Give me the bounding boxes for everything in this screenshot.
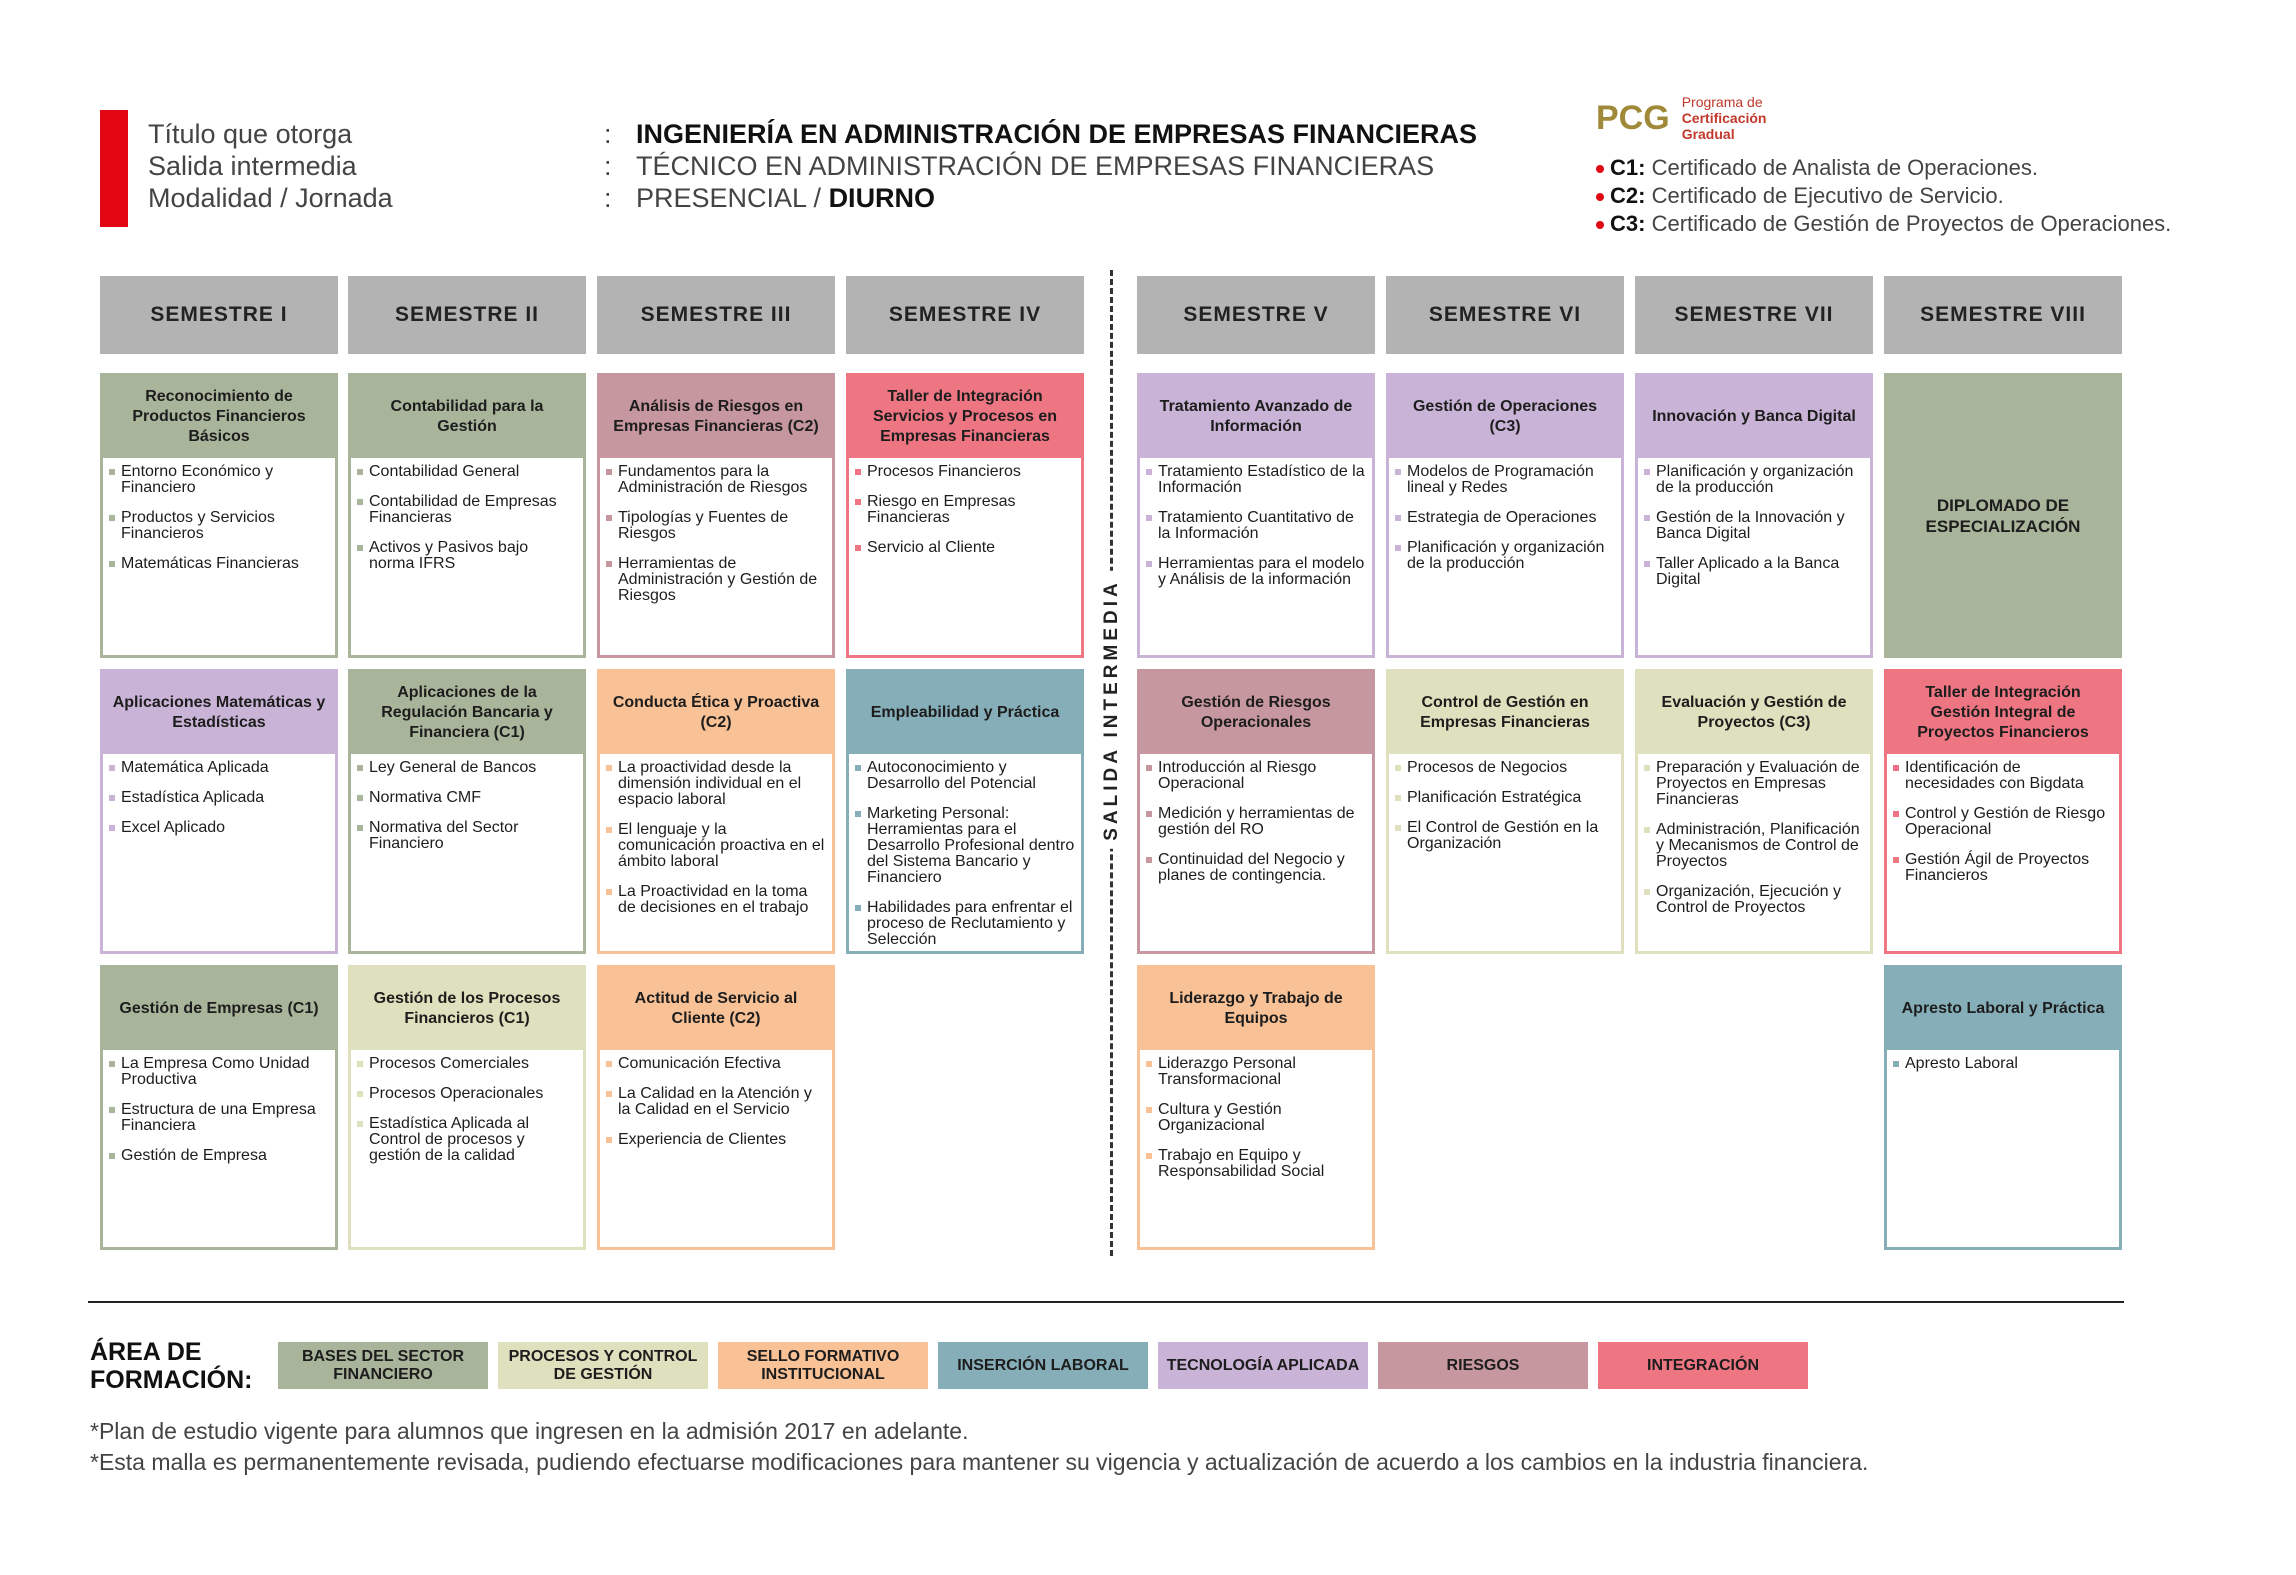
bullet-icon — [109, 765, 115, 771]
bullet-icon — [1146, 469, 1152, 475]
course-topic — [855, 494, 1075, 526]
bullet-icon — [1893, 811, 1899, 817]
bullet-icon — [1395, 795, 1401, 801]
course-topic-text: Procesos Comerciales — [369, 1055, 530, 1072]
course-card — [100, 965, 338, 1250]
course-card — [597, 669, 835, 954]
bullet-icon — [109, 469, 115, 475]
course-topic-text: Ley General de Bancos — [369, 759, 537, 776]
course-topic-text: Identificación de necesidades con Bigdata — [1905, 759, 2084, 792]
course-topic-text: Apresto Laboral — [1905, 1055, 2018, 1072]
course-topic — [606, 884, 826, 916]
course-topic — [109, 464, 329, 496]
course-topic-list — [1389, 458, 1621, 592]
course-topic — [855, 540, 1075, 556]
bullet-icon — [606, 561, 612, 567]
bullet-icon — [606, 1061, 612, 1067]
course-topic-text: Cultura y Gestión Organizacional — [1158, 1101, 1282, 1134]
course-topic-list — [1389, 754, 1621, 872]
header-accent-bar — [100, 110, 128, 227]
course-card — [1386, 669, 1624, 954]
course-topic — [1395, 464, 1615, 496]
bullet-icon — [1395, 469, 1401, 475]
legend-item-bases: BASES DEL SECTOR FINANCIERO — [278, 1342, 488, 1389]
course-topic-text: Estructura de una Empresa Financiera — [121, 1101, 316, 1134]
course-topic-text: Habilidades para enfrentar el proceso de Reclutamiento y Selección — [867, 899, 1073, 948]
course-topic — [1146, 1148, 1366, 1180]
bullet-icon — [1146, 1153, 1152, 1159]
course-topic — [109, 510, 329, 542]
course-title: Empleabilidad y Práctica — [849, 672, 1081, 754]
bullet-icon — [357, 765, 363, 771]
course-title: Gestión de Empresas (C1) — [103, 968, 335, 1050]
course-topic — [357, 494, 577, 526]
course-topic-text: Procesos Operacionales — [369, 1085, 544, 1102]
bullet-icon — [1644, 469, 1650, 475]
bullet-icon — [1596, 221, 1604, 229]
legend-item-riesgos: RIESGOS — [1378, 1342, 1588, 1389]
course-topic-list — [600, 754, 832, 936]
semester-header-7: SEMESTRE VII — [1635, 276, 1873, 354]
course-topic-list — [1638, 754, 1870, 936]
bullet-icon — [1146, 811, 1152, 817]
course-title: Innovación y Banca Digital — [1638, 376, 1870, 458]
cert-code: C3: — [1610, 211, 1646, 236]
course-topic-text: Procesos de Negocios — [1407, 759, 1568, 776]
course-topic-list — [351, 458, 583, 592]
course-topic — [855, 900, 1075, 948]
bullet-icon — [606, 827, 612, 833]
bullet-icon — [1596, 165, 1604, 173]
course-topic-list — [1887, 1050, 2119, 1092]
course-topic — [109, 556, 329, 572]
cert-code: C2: — [1610, 183, 1646, 208]
course-topic — [606, 556, 826, 604]
course-topic-text: Gestión de Empresa — [121, 1147, 267, 1164]
course-topic-text: La Empresa Como Unidad Productiva — [121, 1055, 310, 1088]
section-divider — [88, 1301, 2124, 1303]
value-titulo: INGENIERÍA EN ADMINISTRACIÓN DE EMPRESAS FINANCIERAS — [636, 119, 1478, 149]
bullet-icon — [1395, 545, 1401, 551]
course-title: Control de Gestión en Empresas Financieras — [1389, 672, 1621, 754]
semester-header-1: SEMESTRE I — [100, 276, 338, 354]
footnote-2: *Esta malla es permanentemente revisada, pudiendo efectuarse modificaciones para mantener su vigencia y actualización de acuerdo a los cambios en la industria financiera. — [90, 1449, 1869, 1475]
course-topic-list — [600, 1050, 832, 1168]
course-topic — [606, 510, 826, 542]
course-topic — [1893, 852, 2113, 884]
course-card — [1137, 669, 1375, 954]
course-topic — [1146, 1056, 1366, 1088]
bullet-icon — [855, 905, 861, 911]
course-title: Conducta Ética y Proactiva (C2) — [600, 672, 832, 754]
course-topic — [1644, 556, 1864, 588]
course-topic-text: Contabilidad General — [369, 463, 520, 480]
pcg-text — [1682, 94, 1767, 142]
pcg-brand — [1596, 94, 1767, 142]
course-topic-text: La Proactividad en la toma de decisiones en el trabajo — [618, 883, 809, 916]
course-card — [597, 373, 835, 658]
course-topic-text: Gestión de la Innovación y Banca Digital — [1656, 509, 1845, 542]
course-topic-text: Liderazgo Personal Transformacional — [1158, 1055, 1296, 1088]
certificate-c3 — [1596, 210, 2171, 238]
course-topic-text: La proactividad desde la dimensión individual en el espacio laboral — [618, 759, 802, 808]
course-topic-text: El lenguaje y la comunicación proactiva en el ámbito laboral — [618, 821, 825, 870]
course-card — [348, 669, 586, 954]
course-topic — [1146, 760, 1366, 792]
course-topic — [1146, 510, 1366, 542]
bullet-icon — [606, 515, 612, 521]
course-title: Evaluación y Gestión de Proyectos (C3) — [1638, 672, 1870, 754]
course-card — [846, 373, 1084, 658]
course-topic — [1395, 760, 1615, 776]
course-topic — [357, 790, 577, 806]
course-topic — [606, 464, 826, 496]
course-topic — [357, 760, 577, 776]
bullet-icon — [1893, 857, 1899, 863]
course-card — [1137, 965, 1375, 1250]
bullet-icon — [1596, 193, 1604, 201]
course-topic-text: Entorno Económico y Financiero — [121, 463, 274, 496]
course-topic — [1395, 510, 1615, 526]
course-title: Gestión de los Procesos Financieros (C1) — [351, 968, 583, 1050]
bullet-icon — [109, 561, 115, 567]
bullet-icon — [1146, 1061, 1152, 1067]
bullet-icon — [357, 469, 363, 475]
course-topic-list — [351, 1050, 583, 1184]
value-modalidad — [636, 182, 1477, 214]
course-topic-text: Comunicación Efectiva — [618, 1055, 781, 1072]
course-topic-text: Planificación y organización de la producción — [1656, 463, 1854, 496]
bullet-icon — [357, 545, 363, 551]
bullet-icon — [855, 811, 861, 817]
course-card — [1635, 373, 1873, 658]
pcg-line-3: Gradual — [1681, 126, 1735, 142]
bullet-icon — [606, 1137, 612, 1143]
course-topic-text: Taller Aplicado a la Banca Digital — [1656, 555, 1840, 588]
course-topic-text: Riesgo en Empresas Financieras — [867, 493, 1016, 526]
course-topic — [1644, 510, 1864, 542]
course-topic-text: Estrategia de Operaciones — [1407, 509, 1597, 526]
bullet-icon — [109, 515, 115, 521]
course-topic-list — [351, 754, 583, 872]
course-topic — [855, 760, 1075, 792]
course-topic-text: Experiencia de Clientes — [618, 1131, 787, 1148]
bullet-icon — [109, 795, 115, 801]
course-topic-text: Servicio al Cliente — [867, 539, 996, 556]
course-card — [348, 373, 586, 658]
course-topic — [606, 1086, 826, 1118]
course-topic-text: Marketing Personal: Herramientas para el Desarrollo Profesional dentro del Sistema Bancario y Financiero — [867, 805, 1075, 886]
bullet-icon — [855, 499, 861, 505]
pcg-logo: PCG — [1596, 98, 1670, 137]
course-topic-text: Tipologías y Fuentes de Riesgos — [618, 509, 789, 542]
course-title: Taller de Integración Servicios y Procesos en Empresas Financieras — [849, 376, 1081, 458]
header-labels — [148, 118, 393, 214]
bullet-icon — [357, 795, 363, 801]
course-topic-text: Tratamiento Estadístico de la Información — [1158, 463, 1365, 496]
certificate-c2 — [1596, 182, 2171, 210]
diplomado-block: DIPLOMADO DE ESPECIALIZACIÓN — [1884, 373, 2122, 658]
bullet-icon — [109, 1153, 115, 1159]
course-topic-text: Autoconocimiento y Desarrollo del Potencial — [867, 759, 1036, 792]
course-topic-text: Gestión Ágil de Proyectos Financieros — [1905, 851, 2090, 884]
course-topic — [109, 1056, 329, 1088]
label-salida: Salida intermedia — [148, 151, 357, 181]
course-topic-list — [1887, 754, 2119, 904]
bullet-icon — [109, 1107, 115, 1113]
course-topic-list — [103, 754, 335, 856]
legend-item-tecnologia: TECNOLOGÍA APLICADA — [1158, 1342, 1368, 1389]
course-topic — [109, 1148, 329, 1164]
course-card — [597, 965, 835, 1250]
course-topic-text: La Calidad en la Atención y la Calidad en el Servicio — [618, 1085, 812, 1118]
bullet-icon — [357, 499, 363, 505]
pcg-line-1: Programa de — [1681, 94, 1763, 110]
bullet-icon — [1146, 561, 1152, 567]
legend-title — [90, 1338, 252, 1394]
course-topic — [1893, 760, 2113, 792]
course-topic-text: Normativa del Sector Financiero — [369, 819, 519, 852]
cert-code: C1: — [1610, 155, 1646, 180]
bullet-icon — [1395, 515, 1401, 521]
bullet-icon — [1146, 857, 1152, 863]
course-topic-list — [103, 458, 335, 592]
course-topic-text: Organización, Ejecución y Control de Proyectos — [1656, 883, 1841, 916]
course-topic-list — [849, 458, 1081, 576]
course-card — [1884, 669, 2122, 954]
course-topic — [1395, 820, 1615, 852]
course-topic-text: Activos y Pasivos bajo norma IFRS — [369, 539, 529, 572]
course-topic — [1893, 806, 2113, 838]
course-topic-text: Procesos Financieros — [867, 463, 1021, 480]
course-title: Liderazgo y Trabajo de Equipos — [1140, 968, 1372, 1050]
legend-title-line-1: ÁREA DE — [90, 1338, 202, 1366]
legend-item-sello: SELLO FORMATIVO INSTITUCIONAL — [718, 1342, 928, 1389]
cert-text: Certificado de Analista de Operaciones. — [1645, 155, 2039, 180]
semester-header-5: SEMESTRE V — [1137, 276, 1375, 354]
course-topic — [109, 1102, 329, 1134]
course-title: Contabilidad para la Gestión — [351, 376, 583, 458]
course-card — [1137, 373, 1375, 658]
bullet-icon — [357, 1091, 363, 1097]
semester-header-3: SEMESTRE III — [597, 276, 835, 354]
bullet-icon — [1644, 765, 1650, 771]
course-topic — [357, 820, 577, 852]
label-modalidad: Modalidad / Jornada — [148, 183, 393, 213]
course-topic-text: Control y Gestión de Riesgo Operacional — [1905, 805, 2106, 838]
semester-header-2: SEMESTRE II — [348, 276, 586, 354]
cert-text: Certificado de Gestión de Proyectos de Operaciones. — [1645, 211, 2172, 236]
modalidad-diurno: DIURNO — [828, 183, 936, 213]
bullet-icon — [855, 545, 861, 551]
footnote-1: *Plan de estudio vigente para alumnos que ingresen en la admisión 2017 en adelante. — [90, 1418, 969, 1444]
bullet-icon — [1893, 1061, 1899, 1067]
course-topic — [855, 464, 1075, 480]
course-topic — [357, 1116, 577, 1164]
header-colons — [604, 118, 612, 214]
course-topic — [357, 1086, 577, 1102]
course-topic — [357, 1056, 577, 1072]
course-topic — [1644, 760, 1864, 808]
course-title: Apresto Laboral y Práctica — [1887, 968, 2119, 1050]
value-salida: TÉCNICO EN ADMINISTRACIÓN DE EMPRESAS FINANCIERAS — [636, 151, 1435, 181]
semester-header-8: SEMESTRE VIII — [1884, 276, 2122, 354]
course-topic — [1644, 822, 1864, 870]
course-topic-text: Introducción al Riesgo Operacional — [1158, 759, 1317, 792]
course-topic-text: Estadística Aplicada al Control de procesos y gestión de la calidad — [369, 1115, 530, 1164]
course-topic-text: Herramientas para el modelo y Análisis de la información — [1158, 555, 1365, 588]
course-topic — [1146, 1102, 1366, 1134]
course-topic-text: Matemáticas Financieras — [121, 555, 299, 572]
course-topic-text: Tratamiento Cuantitativo de la Información — [1158, 509, 1354, 542]
certificate-c1 — [1596, 154, 2171, 182]
semester-header-6: SEMESTRE VI — [1386, 276, 1624, 354]
bullet-icon — [1893, 765, 1899, 771]
bullet-icon — [855, 469, 861, 475]
course-title: Actitud de Servicio al Cliente (C2) — [600, 968, 832, 1050]
course-topic — [1644, 464, 1864, 496]
course-topic-list — [600, 458, 832, 624]
course-topic-text: Modelos de Programación lineal y Redes — [1407, 463, 1594, 496]
course-topic-list — [103, 1050, 335, 1184]
course-topic — [606, 822, 826, 870]
bullet-icon — [1644, 561, 1650, 567]
bullet-icon — [1146, 1107, 1152, 1113]
course-topic — [606, 1056, 826, 1072]
course-topic-text: Contabilidad de Empresas Financieras — [369, 493, 557, 526]
course-topic — [606, 760, 826, 808]
course-card — [846, 669, 1084, 954]
course-topic — [1395, 790, 1615, 806]
course-topic-list — [1140, 1050, 1372, 1200]
bullet-icon — [606, 1091, 612, 1097]
salida-text: SALIDA INTERMEDIA — [1101, 571, 1123, 849]
course-topic — [1395, 540, 1615, 572]
bullet-icon — [357, 1061, 363, 1067]
course-topic — [357, 540, 577, 572]
course-topic — [357, 464, 577, 480]
course-topic — [109, 820, 329, 836]
bullet-icon — [606, 889, 612, 895]
bullet-icon — [357, 825, 363, 831]
course-topic-text: Preparación y Evaluación de Proyectos en Empresas Financieras — [1656, 759, 1860, 808]
course-card — [100, 373, 338, 658]
course-topic-text: Planificación Estratégica — [1407, 789, 1582, 806]
legend-title-line-2: FORMACIÓN: — [90, 1366, 253, 1394]
course-topic — [606, 1132, 826, 1148]
course-topic-text: Continuidad del Negocio y planes de contingencia. — [1158, 851, 1345, 884]
bullet-icon — [1146, 515, 1152, 521]
course-topic-list — [1140, 754, 1372, 904]
course-topic-text: Herramientas de Administración y Gestión de Riesgos — [618, 555, 818, 604]
course-topic-list — [1638, 458, 1870, 608]
course-title: Reconocimiento de Productos Financieros Básicos — [103, 376, 335, 458]
course-topic — [1893, 1056, 2113, 1072]
bullet-icon — [357, 1121, 363, 1127]
semester-header-4: SEMESTRE IV — [846, 276, 1084, 354]
course-topic-text: Matemática Aplicada — [121, 759, 269, 776]
course-card — [348, 965, 586, 1250]
course-topic-list — [1140, 458, 1372, 608]
course-title: Aplicaciones de la Regulación Bancaria y Financiera (C1) — [351, 672, 583, 754]
certificate-list — [1596, 154, 2171, 238]
course-topic — [1644, 884, 1864, 916]
bullet-icon — [606, 469, 612, 475]
course-topic-text: Medición y herramientas de gestión del RO — [1158, 805, 1355, 838]
bullet-icon — [1644, 827, 1650, 833]
course-topic-text: Fundamentos para la Administración de Riesgos — [618, 463, 808, 496]
course-topic — [109, 790, 329, 806]
course-title: Análisis de Riesgos en Empresas Financieras (C2) — [600, 376, 832, 458]
pcg-line-2: Certificación — [1681, 110, 1767, 126]
course-title: Gestión de Riesgos Operacionales — [1140, 672, 1372, 754]
course-title: Gestión de Operaciones (C3) — [1389, 376, 1621, 458]
bullet-icon — [1395, 825, 1401, 831]
course-topic-text: Normativa CMF — [369, 789, 482, 806]
course-topic-text: Productos y Servicios Financieros — [121, 509, 275, 542]
bullet-icon — [109, 1061, 115, 1067]
bullet-icon — [1146, 765, 1152, 771]
header-values — [636, 118, 1477, 214]
salida-intermedia-label — [1092, 560, 1132, 860]
course-topic-list — [849, 754, 1081, 968]
course-title: Tratamiento Avanzado de Información — [1140, 376, 1372, 458]
legend-item-integracion: INTEGRACIÓN — [1598, 1342, 1808, 1389]
bullet-icon — [1395, 765, 1401, 771]
course-topic-text: Estadística Aplicada — [121, 789, 265, 806]
bullet-icon — [109, 825, 115, 831]
course-topic — [109, 760, 329, 776]
course-topic-text: El Control de Gestión en la Organización — [1407, 819, 1599, 852]
course-card — [1884, 965, 2122, 1250]
course-topic — [1146, 852, 1366, 884]
course-topic-text: Planificación y organización de la producción — [1407, 539, 1605, 572]
course-topic — [1146, 806, 1366, 838]
colon: : — [604, 151, 612, 181]
course-topic — [1146, 556, 1366, 588]
course-topic-text: Administración, Planificación y Mecanismos de Control de Proyectos — [1656, 821, 1860, 870]
label-titulo: Título que otorga — [148, 119, 353, 149]
course-title: Aplicaciones Matemáticas y Estadísticas — [103, 672, 335, 754]
course-card — [100, 669, 338, 954]
course-topic — [1146, 464, 1366, 496]
bullet-icon — [1644, 889, 1650, 895]
course-topic — [855, 806, 1075, 886]
course-topic-text: Excel Aplicado — [121, 819, 226, 836]
legend-item-procesos: PROCESOS Y CONTROL DE GESTIÓN — [498, 1342, 708, 1389]
course-title: Taller de Integración Gestión Integral de Proyectos Financieros — [1887, 672, 2119, 754]
bullet-icon — [855, 765, 861, 771]
bullet-icon — [606, 765, 612, 771]
course-card — [1635, 669, 1873, 954]
cert-text: Certificado de Ejecutivo de Servicio. — [1645, 183, 2004, 208]
colon: : — [604, 119, 612, 149]
colon: : — [604, 183, 612, 213]
modalidad-presencial: PRESENCIAL / — [636, 183, 829, 213]
course-topic-text: Trabajo en Equipo y Responsabilidad Social — [1158, 1147, 1325, 1180]
bullet-icon — [1644, 515, 1650, 521]
course-card — [1386, 373, 1624, 658]
legend-item-insercion: INSERCIÓN LABORAL — [938, 1342, 1148, 1389]
